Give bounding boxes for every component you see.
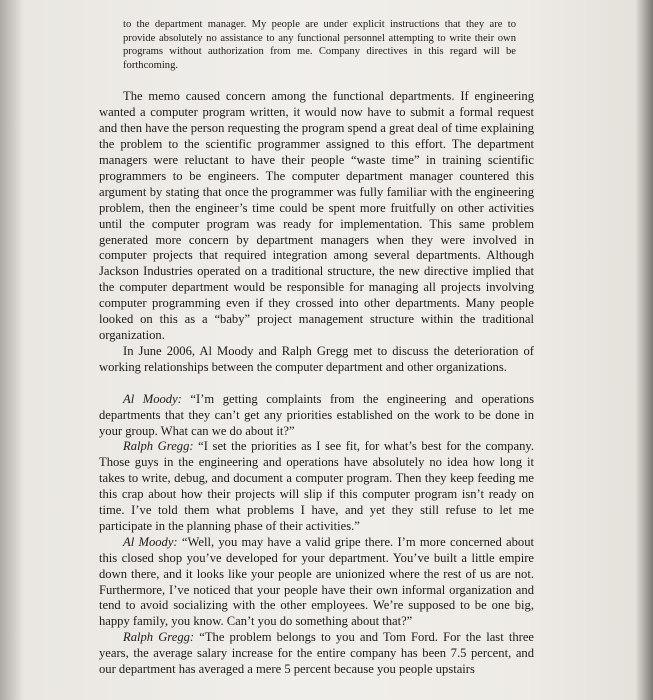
page-shadow-right — [635, 0, 653, 700]
memo-excerpt: to the department manager. My people are under explicit instructions that they are to provide absolutely no assistance to any functional personnel attempting to write their own programs without authorization from me. Company directives in this regard will be forthcoming. — [123, 19, 516, 71]
dialogue-speaker: Al Moody: — [123, 391, 182, 406]
dialogue-text: “The problem belongs to you and Tom Ford. For the last three years, the average salary increase for the entire company has been 7.5 percent, and our department has averaged a mere 5 percent because you people upstairs — [99, 630, 535, 677]
dialogue-speaker: Ralph Gregg: — [123, 630, 195, 645]
dialogue-speaker: Al Moody: — [123, 534, 178, 549]
dialogue-line — [99, 392, 534, 440]
dialogue-speaker: Ralph Gregg: — [123, 439, 194, 454]
dialogue-line — [99, 630, 534, 678]
dialogue-text: “I set the priorities as I see fit, for what’s best for the company. Those guys in the engineering and operations have absolutely no idea how long it takes to write, debug, and document a computer program. Then they keep feeding me this crap about how their projects will slip if this computer program isn’t ready on time. I’ve told them what problems I have, and yet they still refuse to let me participate in the planning phase of their activities.” — [99, 439, 534, 533]
dialogue-text: “I’m getting complaints from the engineering and operations departments that they can’t get any priorities established on the work to be done in your group. What can we do about it?” — [99, 391, 534, 438]
dialogue-line — [99, 439, 534, 534]
dialogue-text: “Well, you may have a valid gripe there. I’m more concerned about this closed shop you’ve developed for your department. You’ve built a little empire down there, and it looks like your people are unionized where the rest of us are not. Furthermore, I’ve noticed that your people have their own informal organization and tend to avoid socializing with the other employees. We’re supposed to be one big, happy family, you know. Can’t you do something about that?” — [99, 534, 534, 629]
paragraph-memo-concern: The memo caused concern among the functional departments. If engineering wanted a computer program written, it would now have to submit a formal request and then have the person requesting the program spend a great deal of time explaining the problem to the scientific programmer assigned to this effort. The department managers were reluctant to have their people “waste time” in training scientific programmers to be engineers. The computer department manager countered this argument by stating that once the programmer was fully familiar with the engineering problem, then the engineer’s time could be spent more fruitfully on other activities until the computer program was ready for implementation. This same problem generated more concern by department managers when they were involved in computer projects that required integration among several departments. Although Jackson Industries operated on a traditional structure, the new directive implied that the computer department would be responsible for managing all projects involving computer programming even if they crossed into other departments. Many people looked on this as a “baby” project management structure within the traditional organization. — [99, 89, 534, 342]
page-text — [99, 18, 534, 678]
paragraph-june-meeting: In June 2006, Al Moody and Ralph Gregg met to discuss the deterioration of working relationships between the computer department and other organizations. — [99, 343, 534, 374]
dialogue-line — [99, 535, 534, 630]
page-shadow-left — [0, 0, 24, 700]
